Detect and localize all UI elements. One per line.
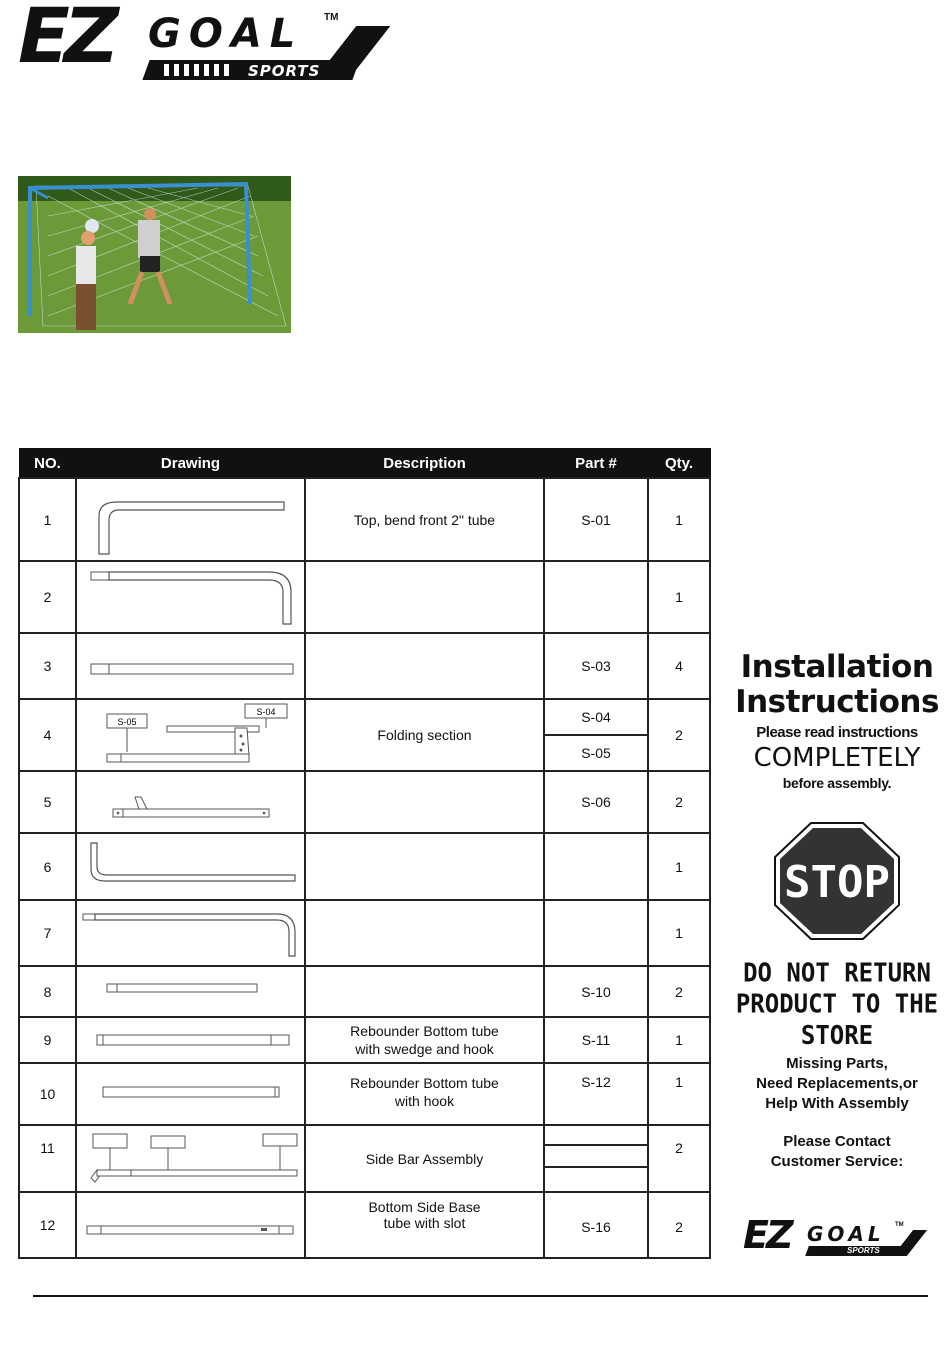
return-line1: DO NOT RETURN: [743, 957, 931, 988]
row-drawing: [76, 1063, 305, 1125]
header-no: NO.: [19, 449, 76, 479]
contact-line1: Please Contact: [783, 1133, 891, 1150]
stop-sign-text: STOP: [784, 857, 890, 908]
row-qty: 2: [648, 1125, 710, 1192]
row-drawing: [76, 1192, 305, 1258]
table-row: [19, 1192, 710, 1258]
table-row: [19, 1125, 710, 1192]
instructions-panel: [727, 650, 947, 1172]
row-description-line1: Rebounder Bottom tube: [350, 1075, 499, 1091]
row-no: 12: [19, 1192, 76, 1258]
bent-tube-drawing: [77, 562, 304, 632]
return-line3: STORE: [800, 1020, 874, 1051]
logo-trademark: TM: [324, 12, 339, 23]
panel-return-warning: [727, 958, 947, 1052]
row-part: S-10: [544, 966, 648, 1017]
row-no: 7: [19, 900, 76, 966]
row-no: 9: [19, 1017, 76, 1063]
row-description: Top, bend front 2" tube: [305, 478, 544, 561]
row-part-b: [545, 1144, 647, 1166]
logo-goal-text: GOAL: [148, 11, 304, 57]
row-no: 8: [19, 966, 76, 1017]
folding-section-drawing: [77, 702, 304, 768]
row-drawing: [76, 900, 305, 966]
return-line2: PRODUCT TO THE: [735, 988, 939, 1020]
row-description: [305, 561, 544, 633]
row-no: 10: [19, 1063, 76, 1125]
row-drawing: [76, 966, 305, 1017]
panel-completely-text: COMPLETELY: [753, 743, 921, 773]
row-part-split: [544, 1125, 648, 1192]
row-description-line1: Bottom Side Base: [368, 1199, 481, 1215]
bent-tube-drawing: [77, 835, 304, 899]
row-qty: 1: [648, 561, 710, 633]
rebounder-tube-drawing: [77, 1019, 304, 1061]
row-qty: 2: [648, 699, 710, 771]
row-description-line1: Rebounder Bottom tube: [350, 1023, 499, 1039]
row-qty: 2: [648, 1192, 710, 1258]
row-qty: 1: [648, 833, 710, 900]
row-description: [305, 833, 544, 900]
table-row: [19, 478, 710, 561]
row-qty: 1: [648, 478, 710, 561]
row-no: 11: [19, 1125, 76, 1192]
row-part-split: [544, 699, 648, 771]
logo-small-trademark: TM: [895, 1222, 904, 1228]
table-row: [19, 833, 710, 900]
row-no: 6: [19, 833, 76, 900]
header-qty: Qty.: [648, 449, 710, 479]
logo-small-goal: GOAL: [807, 1222, 885, 1246]
row-part: S-06: [544, 771, 648, 833]
tube-with-bracket-drawing: [77, 773, 304, 831]
row-description-line2: with swedge and hook: [355, 1041, 494, 1057]
table-row: [19, 561, 710, 633]
straight-tube-drawing: [77, 636, 304, 696]
bent-tube-drawing: [77, 902, 304, 964]
side-bar-assembly-drawing: [77, 1128, 304, 1190]
row-description-multi: [305, 1192, 544, 1258]
ezgoal-logo-small: [743, 1213, 923, 1260]
logo-sports-text: SPORTS: [248, 62, 321, 80]
header-description: Description: [305, 449, 544, 479]
row-drawing: [76, 478, 305, 561]
table-row: [19, 771, 710, 833]
ezgoal-logo: [18, 0, 388, 82]
row-no: 4: [19, 699, 76, 771]
row-no: 2: [19, 561, 76, 633]
row-description: [305, 900, 544, 966]
row-description-multi: [305, 1017, 544, 1063]
logo-small-ez: EZ: [743, 1213, 791, 1257]
row-part: S-03: [544, 633, 648, 699]
panel-title-line2: Instructions: [735, 684, 939, 720]
row-part-c: [545, 1166, 647, 1191]
row-description: [305, 633, 544, 699]
table-row: [19, 699, 710, 771]
panel-title-line1: Installation: [740, 649, 934, 685]
row-part-a: S-04: [581, 709, 611, 725]
logo-small-sports: SPORTS: [847, 1246, 880, 1255]
row-no: 5: [19, 771, 76, 833]
row-part: [544, 833, 648, 900]
panel-contact-text: [727, 1132, 947, 1172]
row-no: 1: [19, 478, 76, 561]
table-row: [19, 966, 710, 1017]
row-qty: 4: [648, 633, 710, 699]
row-description: Side Bar Assembly: [305, 1125, 544, 1192]
row-description: Folding section: [305, 699, 544, 771]
row-qty: 2: [648, 771, 710, 833]
table-header-row: [19, 449, 710, 479]
panel-read-text: Please read instructions: [756, 724, 918, 741]
row-description-line2: tube with slot: [383, 1215, 466, 1231]
product-photo: [18, 176, 291, 333]
row-drawing: [76, 1017, 305, 1063]
logo-ez-text: EZ: [18, 0, 114, 80]
row-no: 3: [19, 633, 76, 699]
row-drawing: [76, 699, 305, 771]
header-drawing: Drawing: [76, 449, 305, 479]
row-description: [305, 966, 544, 1017]
contact-line2: Customer Service:: [770, 1153, 904, 1170]
row-part-a: [545, 1126, 647, 1144]
row-description-multi: [305, 1063, 544, 1125]
row-description-line2: with hook: [394, 1093, 455, 1109]
row-part: S-01: [544, 478, 648, 561]
row-description: [305, 771, 544, 833]
row-qty: 1: [648, 1063, 710, 1125]
help-line1: Missing Parts,: [786, 1055, 888, 1072]
table-row: [19, 900, 710, 966]
row-drawing: [76, 1125, 305, 1192]
table-row: [19, 1063, 710, 1125]
drawing-label-s05: S-05: [117, 717, 137, 727]
row-part: S-11: [544, 1017, 648, 1063]
footer-divider: [33, 1295, 928, 1297]
help-line2: Need Replacements,or: [756, 1075, 918, 1092]
row-drawing: [76, 561, 305, 633]
row-drawing: [76, 771, 305, 833]
row-drawing: [76, 633, 305, 699]
row-qty: 1: [648, 1017, 710, 1063]
logo-ticks: [164, 64, 234, 76]
header-part: Part #: [544, 449, 648, 479]
parts-table: [18, 448, 711, 1259]
drawing-label-s04: S-04: [256, 707, 276, 717]
stop-sign-icon: [773, 821, 901, 941]
help-line3: Help With Assembly: [765, 1095, 909, 1112]
table-row: [19, 1017, 710, 1063]
row-part-b: S-05: [545, 734, 647, 770]
row-qty: 2: [648, 966, 710, 1017]
table-row: [19, 633, 710, 699]
short-tube-drawing: [77, 968, 304, 1016]
bent-tube-drawing: [77, 480, 304, 560]
panel-help-text: [727, 1054, 947, 1114]
bottom-side-base-drawing: [77, 1194, 304, 1256]
row-part: [544, 900, 648, 966]
row-part: [544, 561, 648, 633]
soccer-goal-photo-illustration: [18, 176, 291, 333]
row-part: S-12: [544, 1063, 648, 1125]
row-qty: 1: [648, 900, 710, 966]
rebounder-tube-drawing: [77, 1065, 304, 1123]
row-part: S-16: [544, 1192, 648, 1258]
row-drawing: [76, 833, 305, 900]
panel-before-text: before assembly.: [782, 775, 892, 791]
